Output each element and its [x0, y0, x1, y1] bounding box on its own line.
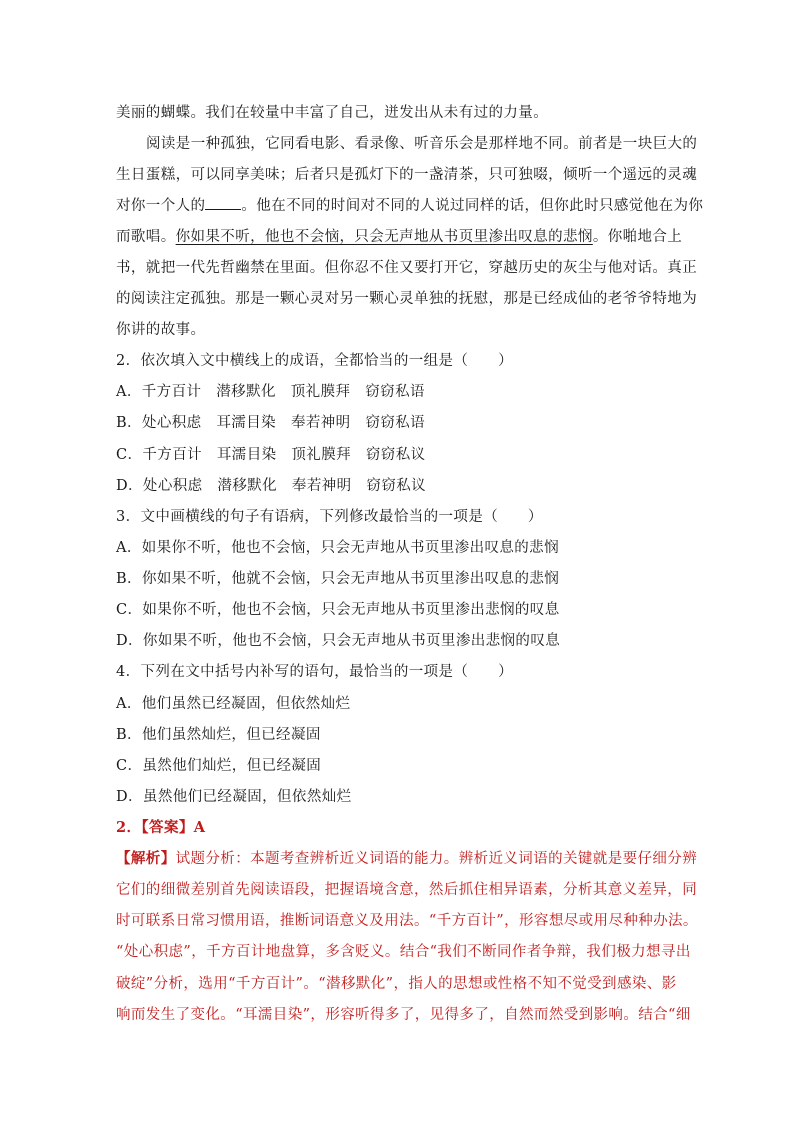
question-stem: 3．文中画横线的句子有语病，下列修改最恰当的一项是（ ） [116, 509, 543, 525]
option-item: C．千方百计 耳濡目染 顶礼膜拜 窃窃私议 [116, 447, 426, 463]
option-item: A．如果你不听，他也不会恼，只会无声地从书页里渗出叹息的悲悯 [116, 540, 559, 556]
passage-line [116, 196, 703, 216]
analysis-line: 时可联系日常习惯用语，推断词语意义及用法。“千方百计”，形容想尽或用尽种种办法。 [116, 913, 698, 929]
option-item: A．他们虽然已经凝固，但依然灿烂 [116, 696, 351, 712]
passage-text: 而歌唱。 [116, 229, 176, 245]
passage-line [116, 227, 682, 247]
underlined-sentence: 你如果不听，他也不会恼，只会无声地从书页里渗出叹息的悲悯 [175, 229, 593, 245]
question-stem: 4．下列在文中括号内补写的语句，最恰当的一项是（ ） [116, 664, 514, 680]
answer-label: 2．【答案】A [116, 819, 206, 836]
option-item: D．处心积虑 潜移默化 奉若神明 窃窃私议 [116, 478, 427, 494]
analysis-text: 试题分析：本题考查辨析近义词语的能力。辨析近义词语的关键就是要仔细分辨 [175, 851, 698, 867]
passage-line: 阅读是一种孤独，它同看电影、看录像、听音乐会是那样地不同。前者是一块巨大的 [146, 136, 698, 152]
passage-line: 美丽的蝴蝶。我们在较量中丰富了自己，迸发出从未有过的力量。 [116, 105, 549, 121]
passage-text: 。他在不同的时间对不同的人说过同样的话，但你此时只感觉他在为你 [241, 198, 704, 214]
option-item: B．你如果不听，他就不会恼，只会无声地从书页里渗出叹息的悲悯 [116, 571, 560, 587]
fill-blank [205, 196, 241, 210]
analysis-line: 响而发生了变化。“耳濡目染”，形容听得多了，见得多了，自然而然受到影响。结合“细 [116, 1007, 691, 1023]
passage-line: 书，就把一代先哲幽禁在里面。但你忍不住又要打开它，穿越历史的灰尘与他对话。真正 [116, 260, 698, 276]
analysis-label: 【解析】 [116, 850, 176, 867]
option-item: C．如果你不听，他也不会恼，只会无声地从书页里渗出悲悯的叹息 [116, 602, 560, 618]
passage-text: 。你啪地合上 [592, 229, 683, 245]
passage-text: 对你一个人的 [116, 198, 206, 214]
option-item: D．你如果不听，他也不会恼，只会无声地从书页里渗出悲悯的叹息 [116, 633, 561, 649]
passage-line: 生日蛋糕，可以同享美味；后者只是孤灯下的一盏清茶，只可独啜，倾听一个遥远的灵魂 [116, 167, 698, 183]
analysis-line: “处心积虑”，千方百计地盘算，多含贬义。结合“我们不断同作者争辩，我们极力想寻出 [116, 944, 691, 960]
analysis-line: 破绽”分析，选用“千方百计”。“潜移默化”，指人的思想或性格不知不觉受到感染、影 [116, 976, 677, 992]
passage-line: 你讲的故事。 [116, 322, 206, 338]
passage-line: 的阅读注定孤独。那是一颗心灵对另一颗心灵单独的抚慰，那是已经成仙的老爷爷特地为 [116, 291, 698, 307]
analysis-line [116, 849, 697, 869]
option-item: B．处心积虑 耳濡目染 奉若神明 窃窃私语 [116, 415, 426, 431]
option-item: D．虽然他们已经凝固，但依然灿烂 [116, 789, 352, 805]
option-item: B．他们虽然灿烂，但已经凝固 [116, 727, 321, 743]
question-stem: 2．依次填入文中横线上的成语，全都恰当的一组是（ ） [116, 353, 514, 369]
option-item: A．千方百计 潜移默化 顶礼膜拜 窃窃私语 [116, 384, 425, 400]
option-item: C．虽然他们灿烂，但已经凝固 [116, 758, 322, 774]
analysis-line: 它们的细微差别首先阅读语段，把握语境含意，然后抓住相异语素，分析其意义差异，同 [116, 882, 698, 898]
